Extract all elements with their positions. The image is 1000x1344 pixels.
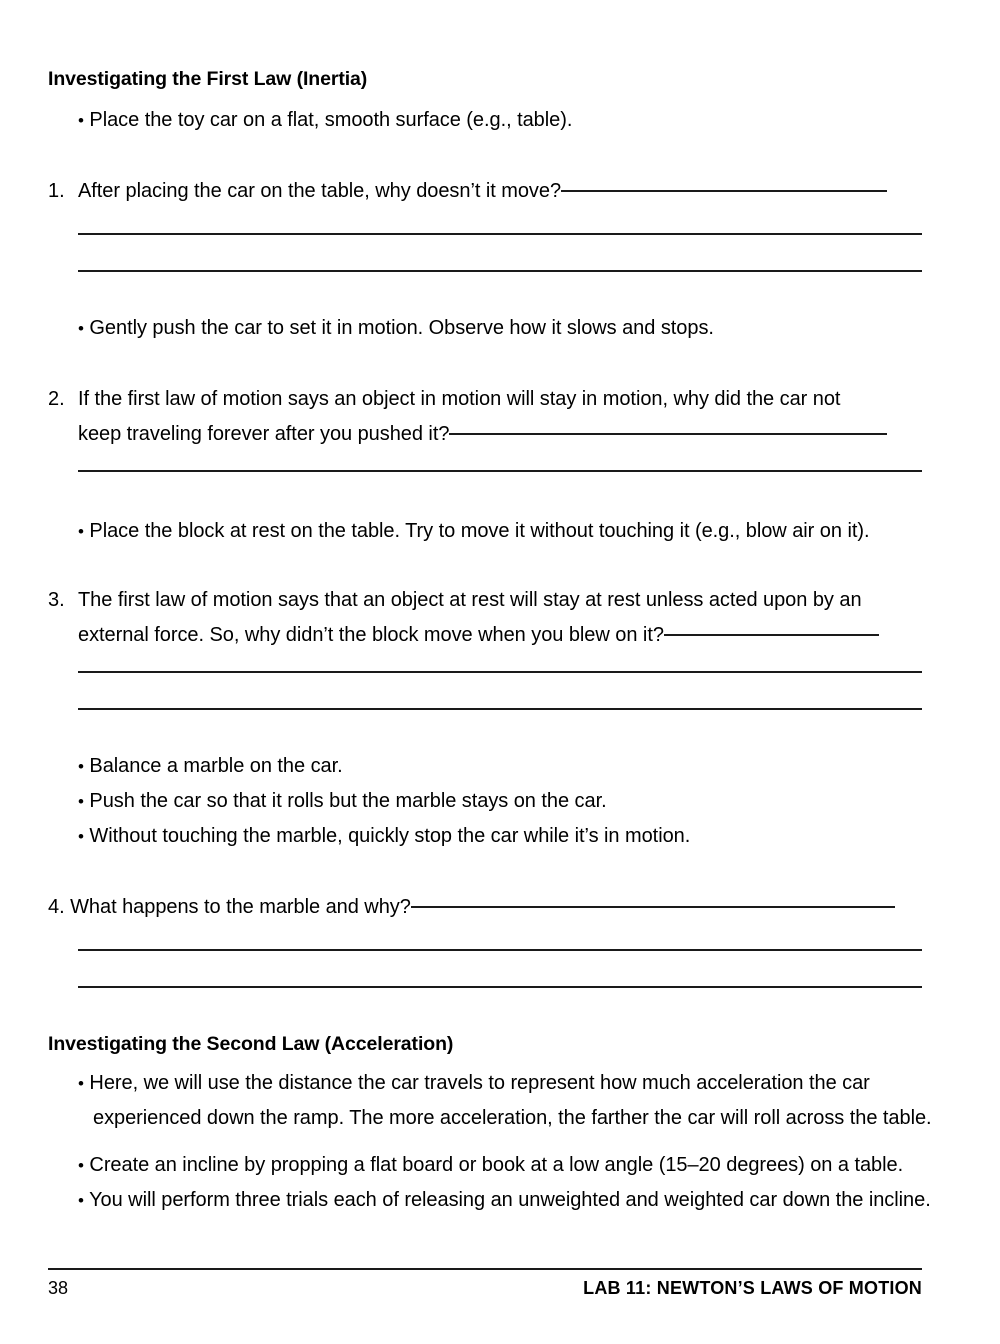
question-item-1	[48, 174, 923, 209]
list-item-label: Place the toy car on a flat, smooth surface (e.g., table).	[89, 109, 573, 131]
answer-line[interactable]	[78, 986, 922, 988]
footer-divider	[48, 1268, 922, 1270]
list-item-label: You will perform three trials each of releasing an unweighted and weighted car down the incline.	[89, 1189, 931, 1211]
question-item-2	[48, 382, 923, 452]
bullet-marker: •	[78, 522, 84, 541]
answer-line[interactable]	[78, 708, 922, 710]
list-item-label: Push the car so that it rolls but the marble stays on the car.	[89, 790, 607, 812]
list-item	[78, 1183, 938, 1218]
answer-line[interactable]	[664, 634, 879, 636]
question-number: 1.	[48, 180, 65, 202]
question-text: After placing the car on the table, why doesn’t it move?	[78, 174, 923, 209]
list-item-label: Here, we will use the distance the car travels to represent how much acceleration the car experienced down the ramp. The more acceleration, the farther the car will roll across the table.	[89, 1072, 932, 1129]
list-item	[78, 103, 938, 138]
answer-line[interactable]	[78, 949, 922, 951]
answer-line[interactable]	[78, 233, 922, 235]
footer-title: LAB 11: NEWTON’S LAWS OF MOTION	[583, 1278, 922, 1298]
question-item-3	[48, 583, 923, 653]
list-item-label: Without touching the marble, quickly stop the car while it’s in motion.	[89, 825, 691, 847]
question-number: 3.	[48, 589, 65, 611]
answer-line[interactable]	[561, 190, 887, 192]
answer-line[interactable]	[78, 270, 922, 272]
bullet-marker: •	[78, 1074, 84, 1093]
bullet-marker: •	[78, 111, 84, 130]
section-heading-second-law: Investigating the Second Law (Acceleration)	[48, 1033, 454, 1055]
bullet-marker: •	[78, 1156, 84, 1175]
list-item	[78, 1066, 938, 1135]
list-item	[78, 749, 938, 784]
bullet-marker: •	[78, 757, 84, 776]
bullet-marker: •	[78, 792, 84, 811]
answer-line[interactable]	[411, 906, 895, 908]
section-heading-first-law: Investigating the First Law (Inertia)	[48, 68, 368, 90]
question-text: If the first law of motion says an object in motion will stay in motion, why did the car not keep traveling forever after you pushed it?	[78, 382, 923, 452]
answer-line[interactable]	[78, 671, 922, 673]
list-item-label: Balance a marble on the car.	[89, 755, 343, 777]
list-item-label: Create an incline by propping a flat board or book at a low angle (15–20 degrees) on a table.	[89, 1154, 904, 1176]
answer-line[interactable]	[78, 470, 922, 472]
bullet-marker: •	[78, 319, 84, 338]
list-item-label: Place the block at rest on the table. Try to move it without touching it (e.g., blow air on it).	[89, 520, 870, 542]
list-item	[78, 1148, 938, 1183]
list-item	[78, 311, 938, 346]
list-item	[78, 819, 938, 854]
bullet-marker: •	[78, 827, 84, 846]
bullet-marker: •	[78, 1191, 84, 1210]
list-item-label: Gently push the car to set it in motion. Observe how it slows and stops.	[89, 317, 714, 339]
question-number: 2.	[48, 388, 65, 410]
answer-line[interactable]	[449, 433, 887, 435]
list-item	[78, 514, 938, 549]
question-text: 4. What happens to the marble and why?	[48, 890, 923, 925]
question-text: The first law of motion says that an object at rest will stay at rest unless acted upon by an external force. So, why didn’t the block move when you blew on it?	[78, 583, 923, 653]
list-item	[78, 784, 938, 819]
question-item-4	[48, 890, 923, 925]
page-number: 38	[48, 1278, 69, 1298]
